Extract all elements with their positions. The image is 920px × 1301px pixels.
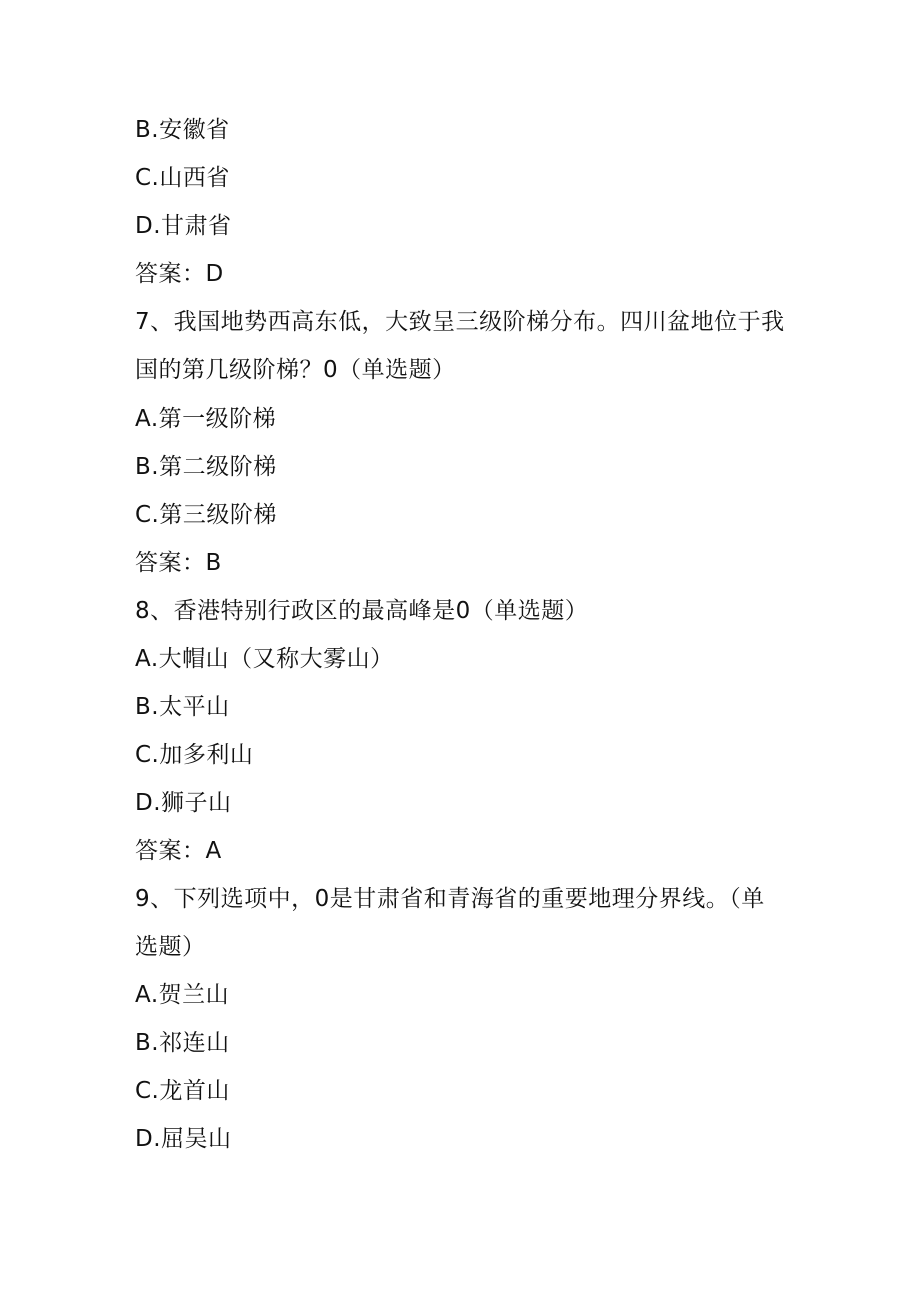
q9-option-d: D.屈吴山 [135, 1126, 232, 1152]
q8-option-a: A.大帽山（又称大雾山） [135, 646, 394, 672]
q8-option-c: C.加多利山 [135, 742, 254, 768]
q7-option-c: C.第三级阶梯 [135, 502, 277, 528]
q6-option-c: C.山西省 [135, 165, 230, 191]
q7-option-a: A.第一级阶梯 [135, 406, 277, 432]
q6-option-d: D.甘肃省 [135, 213, 232, 239]
q7-option-b: B.第二级阶梯 [135, 454, 277, 480]
q9-option-c: C.龙首山 [135, 1078, 230, 1104]
q6-option-b: B.安徽省 [135, 117, 230, 143]
q9-option-b: B.祁连山 [135, 1030, 230, 1056]
q7-question-line2: 国的第几级阶梯？0（单选题） [135, 357, 456, 383]
q9-question-line1: 9、下列选项中，0是甘肃省和青海省的重要地理分界线。（单 [135, 886, 765, 912]
q7-answer: 答案：B [135, 550, 222, 576]
q7-question-line1: 7、我国地势西高东低，大致呈三级阶梯分布。四川盆地位于我 [135, 309, 785, 335]
q8-option-d: D.狮子山 [135, 790, 232, 816]
q8-option-b: B.太平山 [135, 694, 230, 720]
q6-answer: 答案：D [135, 261, 224, 287]
q8-answer: 答案：A [135, 838, 222, 864]
q9-question-line2: 选题） [135, 934, 206, 960]
q9-option-a: A.贺兰山 [135, 982, 230, 1008]
q8-question-line1: 8、香港特别行政区的最高峰是0（单选题） [135, 598, 589, 624]
